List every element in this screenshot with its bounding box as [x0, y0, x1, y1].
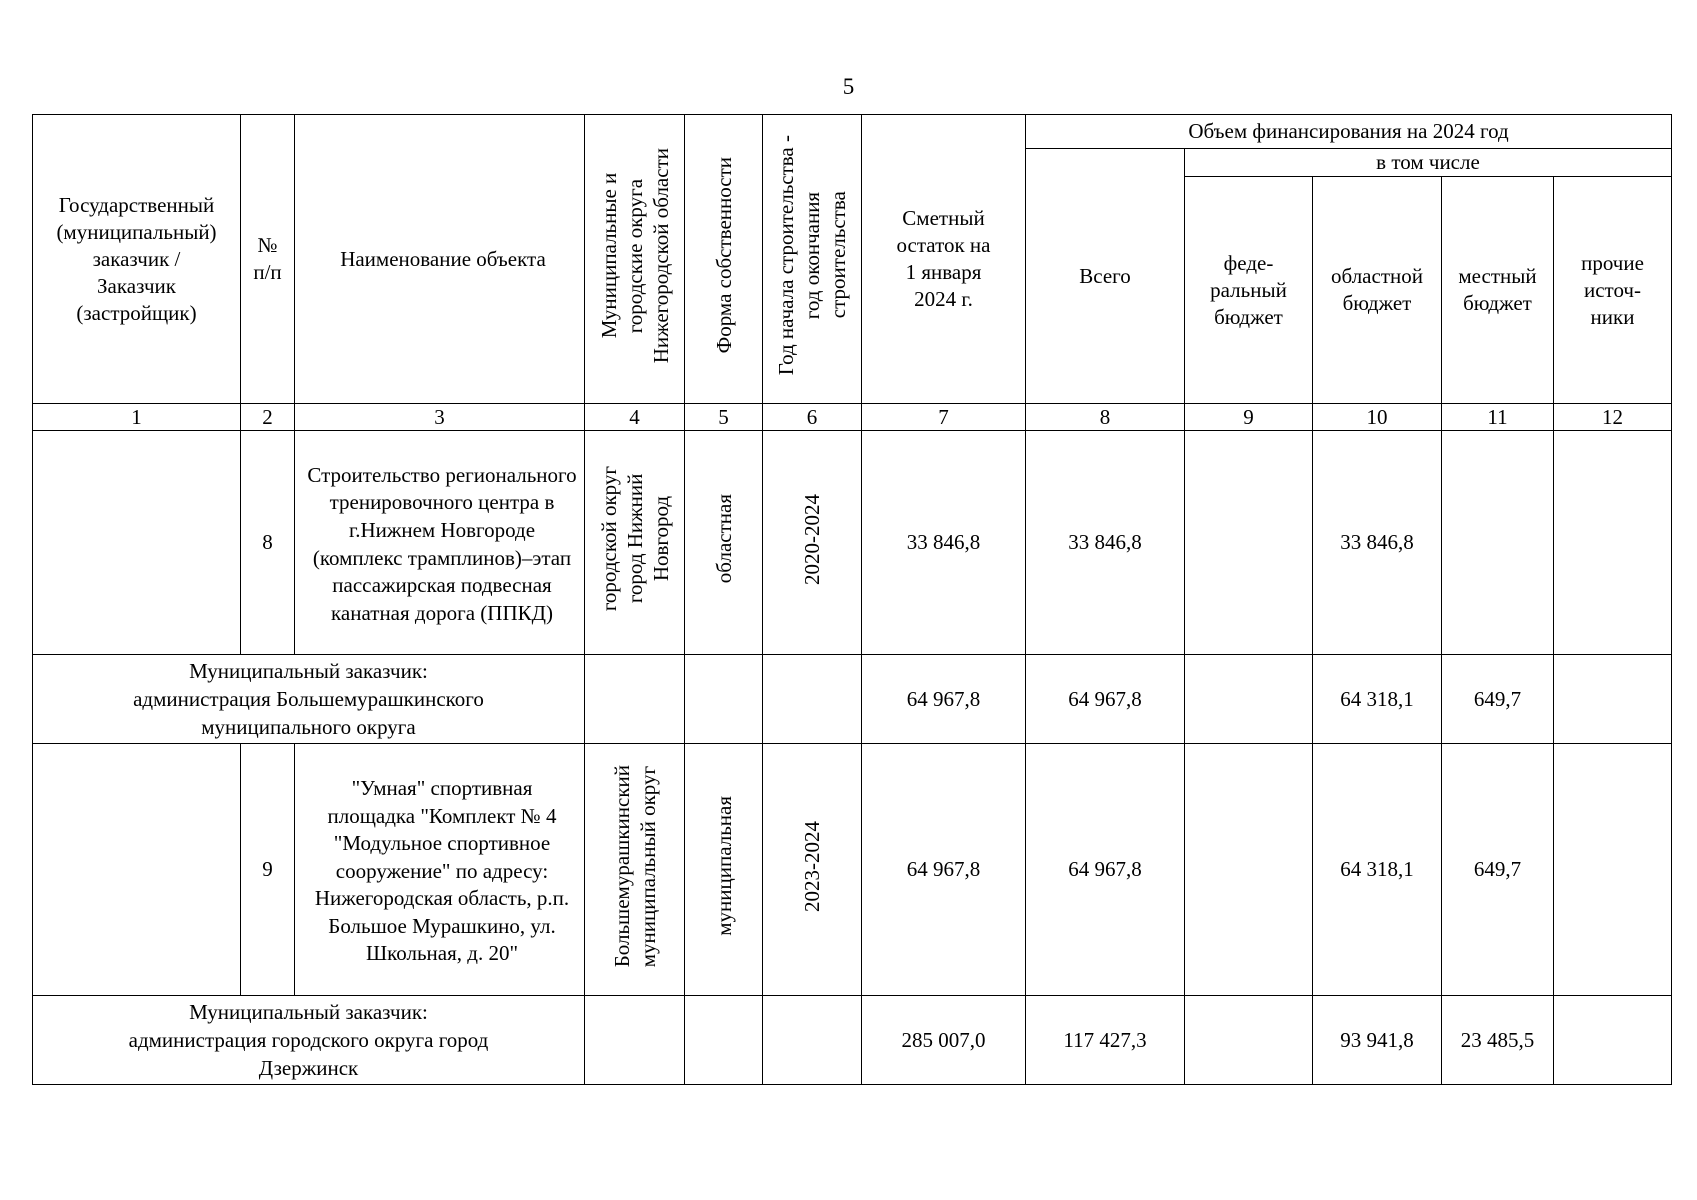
- table-row: [33, 744, 1672, 996]
- header-federal: феде- ральный бюджет: [1185, 177, 1313, 404]
- federal-cell: [1185, 431, 1313, 655]
- header-municipality: Муниципальные и городские округа Нижегородской области: [585, 115, 685, 404]
- header-customer: Государственный (муниципальный) заказчик / Заказчик (застройщик): [33, 115, 241, 404]
- municipality-cell: [585, 655, 685, 744]
- column-number: 12: [1554, 404, 1672, 431]
- header-local: местный бюджет: [1442, 177, 1554, 404]
- table-row: [33, 431, 1672, 655]
- column-number: 4: [585, 404, 685, 431]
- column-number: 7: [862, 404, 1026, 431]
- ownership-cell: [685, 655, 763, 744]
- local-cell: 649,7: [1442, 744, 1554, 996]
- column-number: 2: [241, 404, 295, 431]
- header-other: прочие источ- ники: [1554, 177, 1672, 404]
- years-cell: 2023-2024: [763, 744, 862, 996]
- total-cell: 64 967,8: [1026, 655, 1185, 744]
- years-cell: [763, 655, 862, 744]
- municipality-cell: городской округ город Нижний Новгород: [585, 431, 685, 655]
- ownership-cell: областная: [685, 431, 763, 655]
- header-ownership: Форма собственности: [685, 115, 763, 404]
- column-number: 10: [1313, 404, 1442, 431]
- municipality-cell: [585, 996, 685, 1085]
- table-row: [33, 655, 1672, 744]
- page-number: 5: [842, 74, 855, 99]
- column-number: 6: [763, 404, 862, 431]
- regional-cell: 64 318,1: [1313, 744, 1442, 996]
- column-number: 11: [1442, 404, 1554, 431]
- regional-cell: 64 318,1: [1313, 655, 1442, 744]
- header-object-name: Наименование объекта: [295, 115, 585, 404]
- table-row: [33, 996, 1672, 1085]
- federal-cell: [1185, 655, 1313, 744]
- years-cell: 2020-2024: [763, 431, 862, 655]
- other-cell: [1554, 744, 1672, 996]
- header-number: № п/п: [241, 115, 295, 404]
- other-cell: [1554, 996, 1672, 1085]
- balance-cell: 64 967,8: [862, 655, 1026, 744]
- header-years: Год начала строительства - год окончания строительства: [763, 115, 862, 404]
- header-regional: областной бюджет: [1313, 177, 1442, 404]
- customer-cell: [33, 431, 241, 655]
- funding-table: [32, 114, 1672, 1085]
- local-cell: 23 485,5: [1442, 996, 1554, 1085]
- customer-label: Муниципальный заказчик: администрация Большемурашкинского муниципального округа: [33, 655, 585, 744]
- balance-cell: 285 007,0: [862, 996, 1026, 1085]
- object-number: 8: [241, 431, 295, 655]
- column-number: 3: [295, 404, 585, 431]
- column-number: 9: [1185, 404, 1313, 431]
- balance-cell: 33 846,8: [862, 431, 1026, 655]
- regional-cell: 93 941,8: [1313, 996, 1442, 1085]
- column-number: 1: [33, 404, 241, 431]
- total-cell: 33 846,8: [1026, 431, 1185, 655]
- federal-cell: [1185, 996, 1313, 1085]
- federal-cell: [1185, 744, 1313, 996]
- customer-cell: [33, 744, 241, 996]
- header-including: в том числе: [1185, 149, 1672, 177]
- ownership-cell: [685, 996, 763, 1085]
- local-cell: 649,7: [1442, 655, 1554, 744]
- total-cell: 117 427,3: [1026, 996, 1185, 1085]
- header-balance: Сметный остаток на 1 января 2024 г.: [862, 115, 1026, 404]
- local-cell: [1442, 431, 1554, 655]
- column-number-row: [33, 404, 1672, 431]
- object-name: "Умная" спортивная площадка "Комплект № 4 "Модульное спортивное сооружение" по адресу: Нижегородская область, р.п. Большое Мурашкино, ул. Школьная, д. 20": [295, 744, 585, 996]
- header-row: [33, 115, 1672, 149]
- header-total: Всего: [1026, 149, 1185, 404]
- column-number: 8: [1026, 404, 1185, 431]
- ownership-cell: муниципальная: [685, 744, 763, 996]
- other-cell: [1554, 431, 1672, 655]
- object-name: Строительство регионального тренировочного центра в г.Нижнем Новгороде (комплекс трамплинов)–этап пассажирская подвесная канатная дорога (ППКД): [295, 431, 585, 655]
- other-cell: [1554, 655, 1672, 744]
- column-number: 5: [685, 404, 763, 431]
- years-cell: [763, 996, 862, 1085]
- municipality-cell: Большемурашкинский муниципальный округ: [585, 744, 685, 996]
- object-number: 9: [241, 744, 295, 996]
- customer-label: Муниципальный заказчик: администрация городского округа город Дзержинск: [33, 996, 585, 1085]
- header-funding-group: Объем финансирования на 2024 год: [1026, 115, 1672, 149]
- balance-cell: 64 967,8: [862, 744, 1026, 996]
- regional-cell: 33 846,8: [1313, 431, 1442, 655]
- total-cell: 64 967,8: [1026, 744, 1185, 996]
